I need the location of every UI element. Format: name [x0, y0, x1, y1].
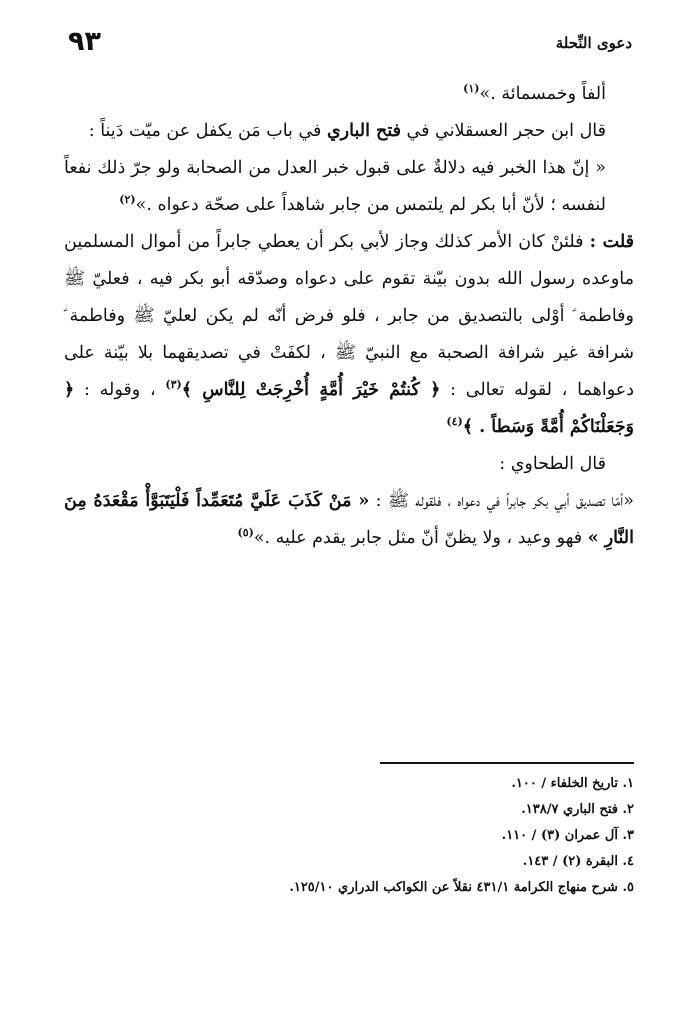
quote-paragraph-6	[64, 483, 634, 557]
quote-3-text: « إنّ هذا الخبر فيه دلالةٌ على قبول خبر العدل من الصحابة ولو جرّ ذلك نفعاً لنفسه ؛ لأنّ أبا بكر لم يلتمس من جابر شاهداً على صحّة دعواه .»	[64, 158, 606, 215]
paragraph-4	[64, 224, 634, 446]
running-header-title: دعوى النِّحلة	[555, 34, 632, 52]
footnote-ref-1[interactable]: (١)	[463, 82, 480, 96]
tahawi-heading: قال الطحاوي :	[499, 454, 606, 474]
footnote-ref-2[interactable]: (٢)	[119, 193, 136, 207]
footnote-2: ٢. فتح الباري ١٣٨/٧.	[521, 802, 634, 817]
footnote-ref-5[interactable]: (٥)	[237, 526, 254, 540]
footnote-3: ٣. آل عمران (٣) / ١١٠.	[501, 828, 634, 843]
quote-paragraph-3	[64, 150, 634, 224]
quote-6-text-a: «أمّا تصديق أبي بكر جابراً في دعواه ، فلقوله ﷺ :	[369, 491, 634, 511]
paragraph-4-text-a: فلئنْ كان الأمر كذلك وجاز لأبي بكر أن يعطي جابراً من أموال المسلمين ماوعده رسول الله بدون بيّنة تقوم على دعواه وصدّقه أبو بكر فيه ، فعليّ ﷺ وفاطمة ؑ أوْلى بالتصديق من جابر ، فلو فرض أنّه لم يكن لعليّ ﷺ وفاطمة ؑ شرافة غير شرافة الصحبة مع النبيّ ﷺ ، لكفَتْ في تصديقهما بلا بيّنة على دعواهما ، لقوله تعالى :	[64, 232, 634, 400]
paragraph-5	[64, 446, 634, 483]
footnote-4: ٤. البقرة (٢) / ١٤٣.	[522, 854, 634, 869]
footnote-divider	[380, 762, 634, 764]
hadith-quote: « مَنْ كَذَبَ عَلَيَّ مُتَعَمِّداً فَلْيَتَبَوَّأْ مَقْعَدَهُ مِنَ النَّارِ »	[64, 491, 634, 548]
quote-6-text-b: فهو وعيد ، ولا يظنّ أنّ مثل جابر يقدم عليه .»	[253, 528, 588, 548]
qult-label: قلت :	[589, 232, 634, 252]
book-title-fath-al-bari: فتح الباري	[326, 121, 401, 141]
page-number: ٩٣	[68, 26, 101, 57]
paragraph-4-text-b: ، وقوله :	[74, 380, 166, 400]
quran-verse-1: ﴿ كُنتُمْ خَيْرَ أُمَّةٍ أُخْرِجَتْ لِلنَّاسِ ﴾	[181, 380, 441, 400]
paragraph-1-text: ألفاً وخمسمائة .»	[479, 84, 606, 104]
quran-verse-2: ﴿ وَجَعَلْنَاكُمْ أُمَّةً وَسَطاً . ﴾	[64, 380, 634, 437]
footnote-1: ١. تاريخ الخلفاء / ١٠٠.	[511, 776, 634, 791]
footnote-5: ٥. شرح منهاج الكرامة ٤٣١/١ نقلاً عن الكواكب الدراري ١٢٥/١٠.	[289, 880, 634, 895]
paragraph-2-text-a: قال ابن حجر العسقلاني في	[400, 121, 606, 141]
paragraph-2	[64, 113, 634, 150]
page-body	[64, 76, 634, 557]
paragraph-2-text-b: في باب مَن يكفل عن ميّت دَيناً :	[88, 121, 327, 141]
paragraph-1	[64, 76, 634, 113]
footnote-ref-4[interactable]: (٤)	[446, 415, 463, 429]
footnotes	[64, 771, 634, 901]
footnote-ref-3[interactable]: (٣)	[165, 378, 182, 392]
